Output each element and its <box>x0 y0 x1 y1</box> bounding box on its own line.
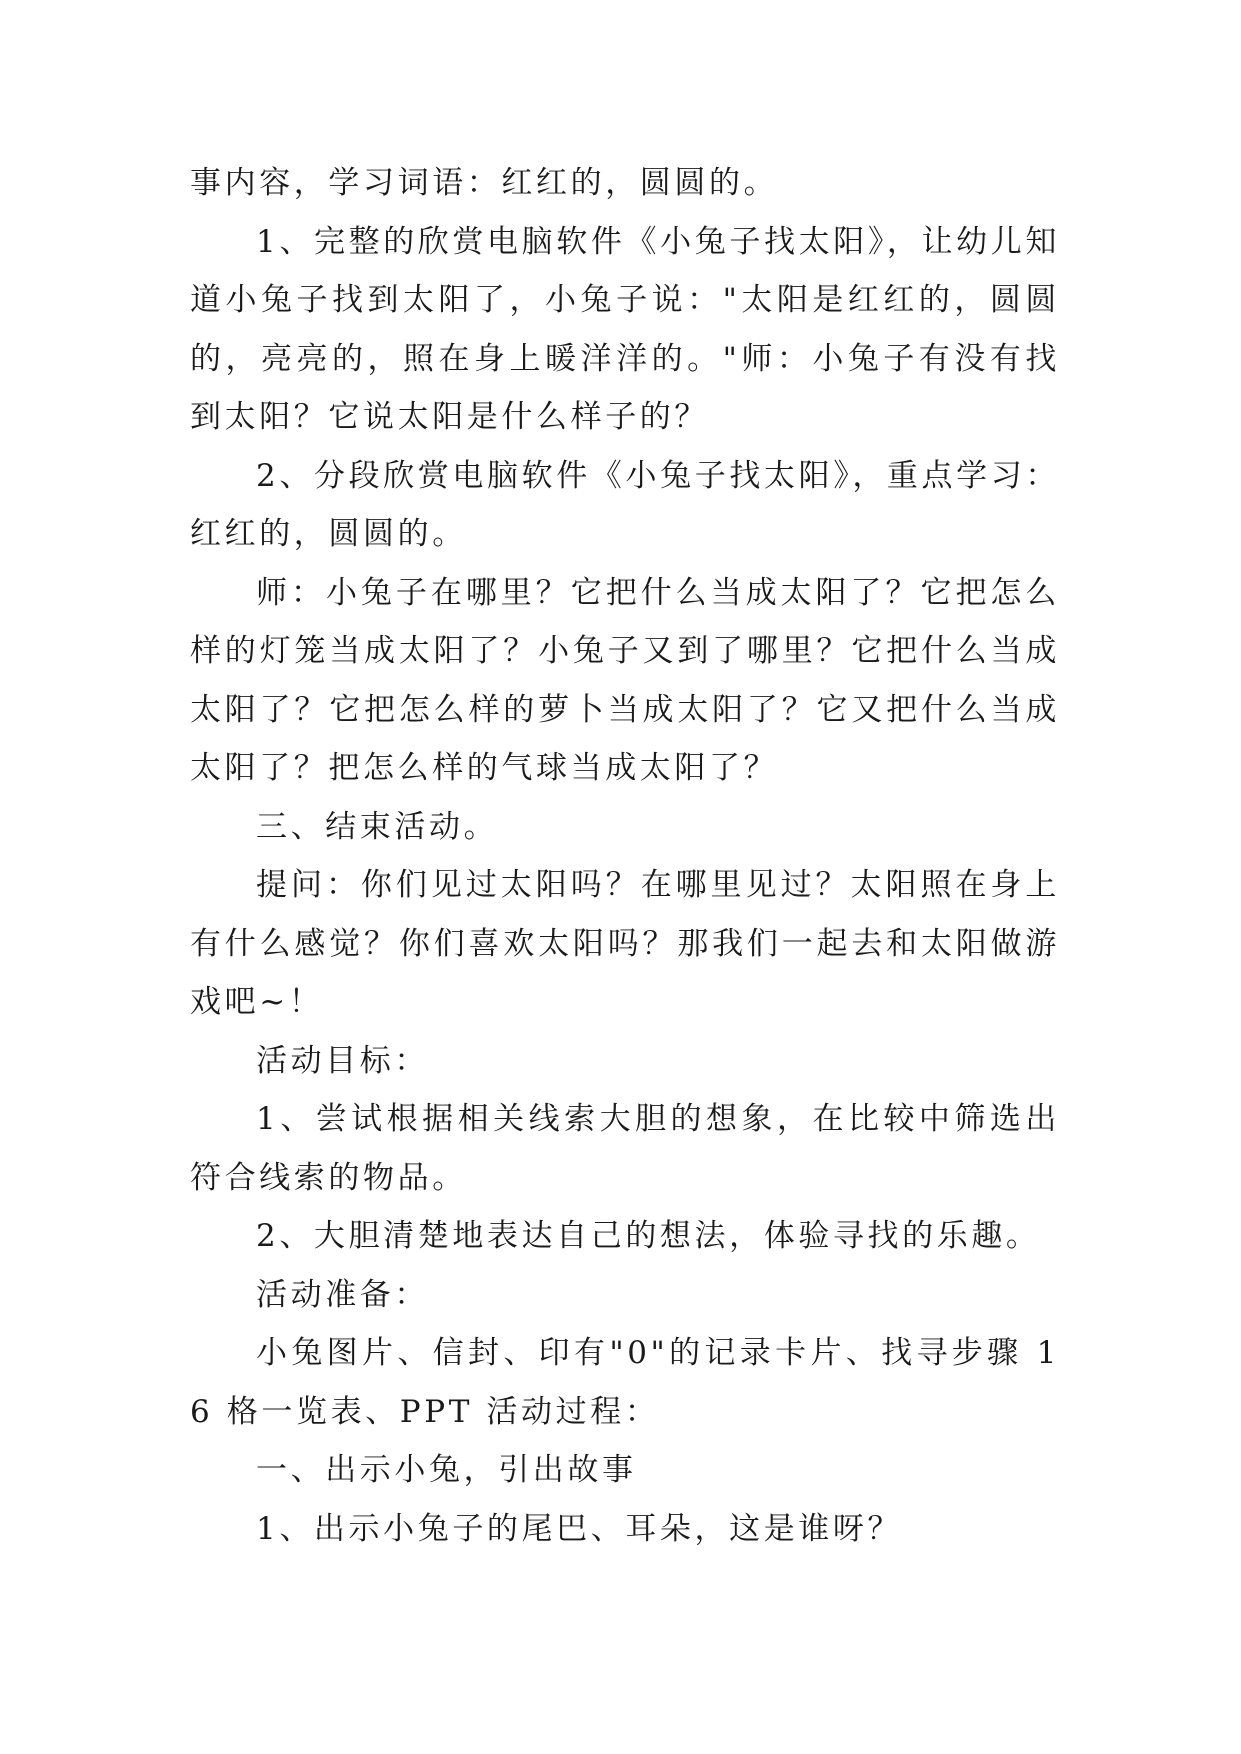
paragraph-13: 1、出示小兔子的尾巴、耳朵，这是谁呀？ <box>256 1510 903 1547</box>
paragraph-12: 一、出示小兔，引出故事 <box>256 1452 637 1488</box>
paragraph-2: 1、完整的欣赏电脑软件《小兔子找太阳》，让幼儿知道小兔子找到太阳了，小兔子说："太阳是红红的，圆圆的，亮亮的，照在身上暖洋洋的。"师：小兔子有没有找到太阳？它说太阳是什么样子的？ <box>190 223 1060 435</box>
paragraph-11: 小兔图片、信封、印有"0"的记录卡片、找寻步骤 16 格一览表、PPT 活动过程： <box>190 1335 1060 1430</box>
paragraph-4: 师：小兔子在哪里？它把什么当成太阳了？它把怎么样的灯笼当成太阳了？小兔子又到了哪里？它把什么当成太阳了？它把怎么样的萝卜当成太阳了？它又把什么当成太阳了？把怎么样的气球当成太阳了？ <box>190 574 1060 786</box>
paragraph-6: 提问：你们见过太阳吗？在哪里见过？太阳照在身上有什么感觉？你们喜欢太阳吗？那我们一起去和太阳做游戏吧~！ <box>190 867 1060 1020</box>
paragraph-9: 2、大胆清楚地表达自己的想法，体验寻找的乐趣。 <box>256 1218 1041 1254</box>
paragraph-3: 2、分段欣赏电脑软件《小兔子找太阳》，重点学习：红红的，圆圆的。 <box>190 457 1060 552</box>
paragraph-5: 三、结束活动。 <box>256 808 499 845</box>
paragraph-10: 活动准备： <box>256 1276 429 1313</box>
document-body <box>190 154 1060 1558</box>
paragraph-1: 事内容，学习词语：红红的，圆圆的。 <box>190 165 779 201</box>
paragraph-8: 1、尝试根据相关线索大胆的想象，在比较中筛选出符合线索的物品。 <box>190 1101 1060 1196</box>
paragraph-7: 活动目标： <box>256 1042 429 1079</box>
